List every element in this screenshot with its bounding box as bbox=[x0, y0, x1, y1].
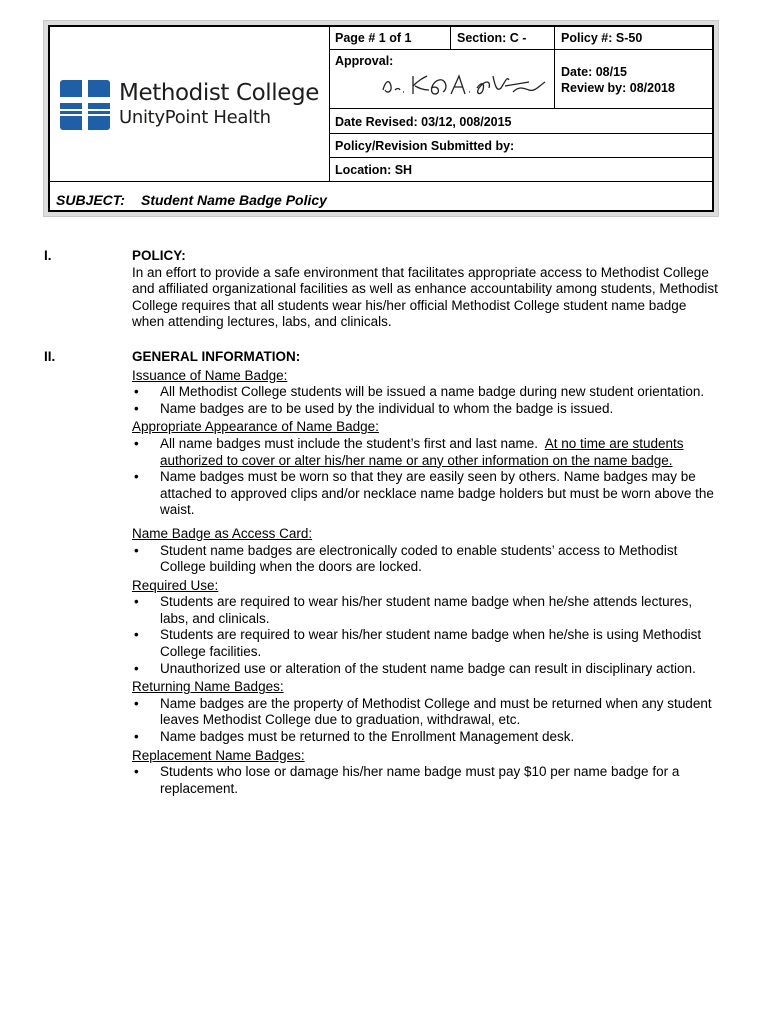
logo-name-line1: Methodist College bbox=[119, 80, 319, 106]
required-use-list bbox=[132, 594, 718, 677]
appearance-list bbox=[132, 436, 718, 519]
list-item bbox=[132, 436, 718, 469]
section-title: POLICY: bbox=[132, 248, 186, 263]
list-item: • Students are required to wear his/her student name badge when he/she attends lectures, labs, and clinicals. bbox=[132, 594, 718, 627]
subject-value: Student Name Badge Policy bbox=[141, 192, 327, 208]
subheading-required-use: Required Use: bbox=[132, 577, 219, 593]
list-item: • Name badges must be returned to the Enrollment Management desk. bbox=[132, 729, 718, 746]
access-card-list bbox=[132, 543, 718, 576]
list-item: • Unauthorized use or alteration of the student name badge can result in disciplinary action. bbox=[132, 661, 718, 678]
subheading-appearance: Appropriate Appearance of Name Badge: bbox=[132, 419, 379, 435]
subject-label: SUBJECT: bbox=[56, 192, 125, 208]
review-date: Review by: 08/2018 bbox=[561, 81, 675, 95]
location: Location: SH bbox=[335, 163, 413, 177]
subheading-issuance: Issuance of Name Badge: bbox=[132, 367, 288, 383]
policy-body bbox=[44, 248, 718, 797]
header-row-location bbox=[329, 158, 712, 182]
logo-name-line2: UnityPoint Health bbox=[119, 107, 271, 128]
subheading-returning: Returning Name Badges: bbox=[132, 679, 284, 695]
header-row-page bbox=[329, 27, 712, 50]
header-row-approval bbox=[329, 50, 712, 109]
approval-signature bbox=[379, 68, 549, 102]
policy-statement: In an effort to provide a safe environment that facilitates appropriate access to Methodist College and affiliated organizational facilities as well as enhance accountability among students, Methodist College requires that all students wear his/her official Methodist College student name badge when attending lectures, labs, and clinicals. bbox=[132, 264, 718, 330]
cross-logo-icon bbox=[60, 80, 110, 130]
section-general-information bbox=[44, 348, 718, 797]
date-revised: Date Revised: 03/12, 008/2015 bbox=[335, 115, 512, 129]
subject-row bbox=[50, 182, 712, 210]
list-item: • Student name badges are electronically coded to enable students’ access to Methodist College building when the doors are locked. bbox=[132, 543, 718, 576]
returning-list bbox=[132, 696, 718, 746]
list-item: • Students are required to wear his/her student name badge when he/she is using Methodist College facilities. bbox=[132, 627, 718, 660]
college-logo bbox=[60, 80, 319, 130]
approval-label: Approval: bbox=[335, 54, 394, 68]
list-item: • Students who lose or damage his/her name badge must pay $10 per name badge for a replacement. bbox=[132, 764, 718, 797]
subheading-access-card: Name Badge as Access Card: bbox=[132, 525, 313, 541]
policy-number: Policy #: S-50 bbox=[561, 31, 643, 45]
logo-cell bbox=[50, 27, 330, 182]
section-number: I. bbox=[44, 248, 52, 263]
section-title: GENERAL INFORMATION: bbox=[132, 348, 301, 364]
list-item: • Name badges must be worn so that they are easily seen by others. Name badges may be attached to approved clips and/or necklace name badge holders but must be worn above the waist. bbox=[132, 469, 718, 519]
list-item: • Name badges are to be used by the individual to whom the badge is issued. bbox=[132, 401, 718, 418]
approval-cell bbox=[329, 50, 555, 108]
policy-header-table bbox=[48, 25, 714, 212]
header-row-revised bbox=[329, 109, 712, 134]
page-number: Page # 1 of 1 bbox=[329, 27, 451, 49]
list-item: • Name badges are the property of Methodist College and must be returned when any student leaves Methodist College due to graduation, withdrawal, etc. bbox=[132, 696, 718, 729]
underlined-warning: At no time are students authorized to cover or alter his/her name or any other information on the name badge. bbox=[160, 435, 684, 468]
replacement-list bbox=[132, 764, 718, 797]
section-label: Section: C - bbox=[451, 27, 555, 49]
date-cell bbox=[555, 50, 712, 108]
policy-date: Date: 08/15 bbox=[561, 65, 628, 79]
issuance-list bbox=[132, 384, 718, 417]
section-number: II. bbox=[44, 348, 56, 364]
list-item-text: All name badges must include the student’s first and last name. bbox=[160, 435, 538, 451]
header-row-submitted bbox=[329, 134, 712, 158]
subheading-replacement: Replacement Name Badges: bbox=[132, 747, 305, 763]
revision-submitted: Policy/Revision Submitted by: bbox=[335, 139, 515, 153]
policy-header bbox=[43, 20, 719, 217]
list-item: • All Methodist College students will be issued a name badge during new student orientation. bbox=[132, 384, 718, 401]
section-policy bbox=[44, 248, 718, 331]
